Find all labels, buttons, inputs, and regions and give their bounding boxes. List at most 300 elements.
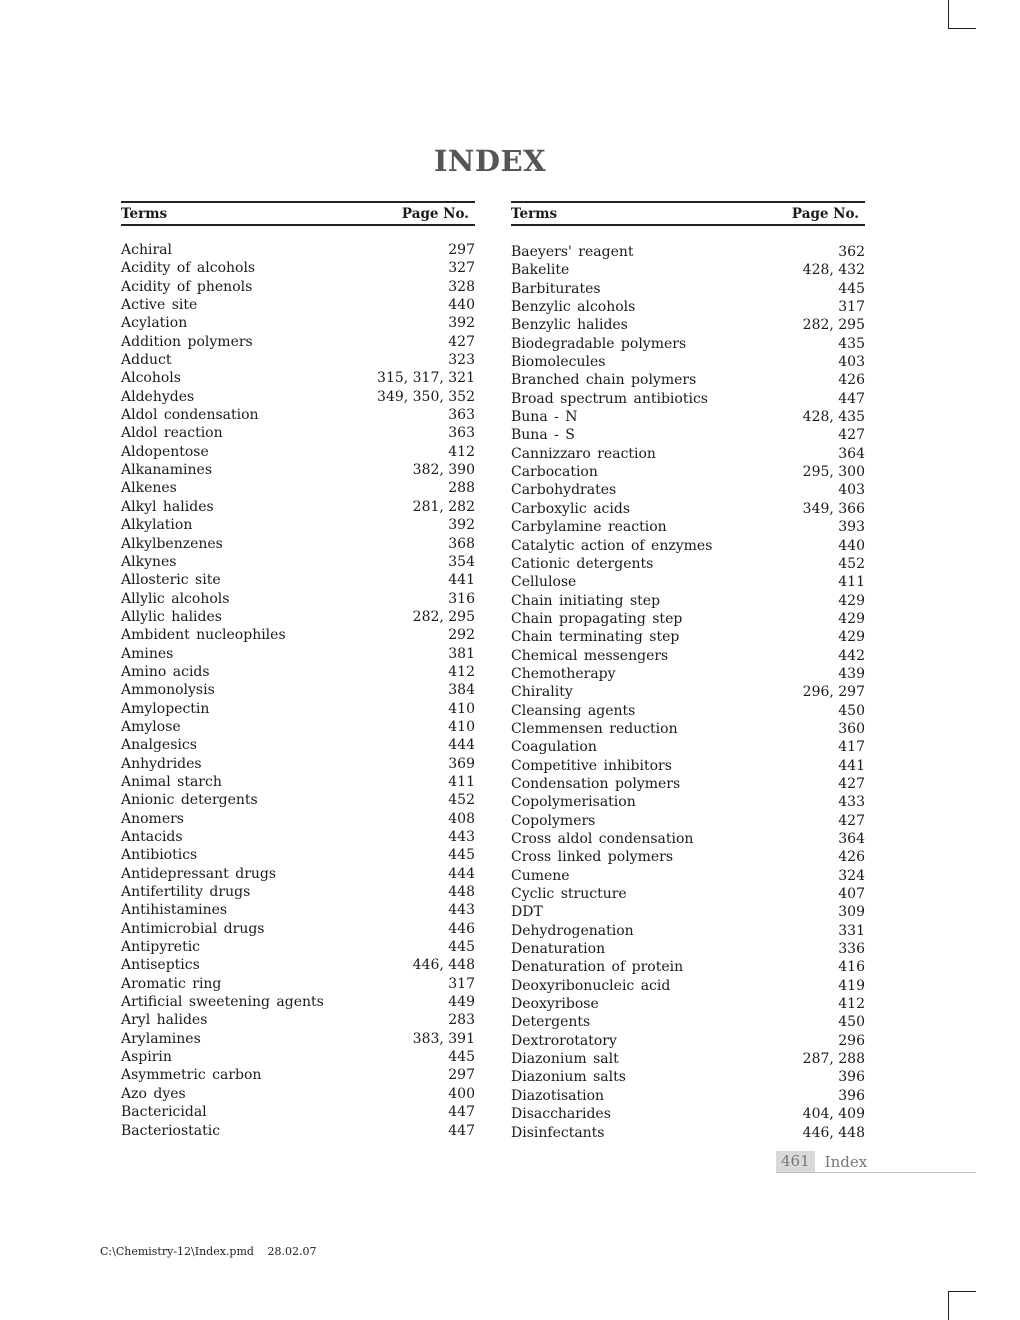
index-entry xyxy=(511,628,865,646)
index-term: Benzylic halides xyxy=(511,317,628,334)
footer-date: 28.02.07 xyxy=(267,1245,317,1258)
index-page-number: 427 xyxy=(448,333,475,350)
index-page-number: 439 xyxy=(838,665,865,682)
index-entry xyxy=(511,463,865,481)
index-page-number: 426 xyxy=(838,372,865,389)
index-term: Cleansing agents xyxy=(511,702,636,719)
index-page-number: 382, 390 xyxy=(412,462,475,479)
index-page-number: 445 xyxy=(448,1049,475,1066)
index-term: Diazotisation xyxy=(511,1087,605,1104)
index-term: Chain initiating step xyxy=(511,592,661,609)
index-page-number: 428, 432 xyxy=(802,262,865,279)
index-entry xyxy=(121,424,475,442)
index-page-number: 427 xyxy=(838,775,865,792)
index-term: Antidepressant drugs xyxy=(121,865,277,882)
index-term: Cross linked polymers xyxy=(511,849,674,866)
index-page-number: 323 xyxy=(448,352,475,369)
index-term: Artificial sweetening agents xyxy=(121,994,324,1011)
index-entry xyxy=(511,426,865,444)
index-entry xyxy=(121,791,475,809)
index-term: Copolymerisation xyxy=(511,794,636,811)
index-term: Antifertility drugs xyxy=(121,884,251,901)
index-page-number: 411 xyxy=(838,574,865,591)
index-entry xyxy=(511,573,865,591)
index-entry xyxy=(121,920,475,938)
index-page-number: 441 xyxy=(838,757,865,774)
index-term: Antibiotics xyxy=(121,847,198,864)
index-term: Animal starch xyxy=(121,773,222,790)
index-page-number: 296, 297 xyxy=(802,684,865,701)
index-page-number: 407 xyxy=(838,886,865,903)
index-entry xyxy=(511,995,865,1013)
index-entry xyxy=(511,390,865,408)
index-page-number: 392 xyxy=(448,517,475,534)
index-term: Diazonium salt xyxy=(511,1051,619,1068)
index-page-number: 411 xyxy=(448,773,475,790)
index-entry xyxy=(121,938,475,956)
index-page-number: 349, 350, 352 xyxy=(377,388,475,405)
index-term: Analgesics xyxy=(121,737,197,754)
index-entry xyxy=(511,316,865,334)
index-page-number: 396 xyxy=(838,1087,865,1104)
index-entry xyxy=(121,1085,475,1103)
index-page-number: 412 xyxy=(838,996,865,1013)
index-page-number: 381 xyxy=(448,645,475,662)
index-term: Alkylbenzenes xyxy=(121,535,223,552)
index-page-number: 408 xyxy=(448,810,475,827)
index-term: Coagulation xyxy=(511,739,597,756)
index-page-number: 435 xyxy=(838,335,865,352)
index-entry xyxy=(121,773,475,791)
index-page-number: 445 xyxy=(448,939,475,956)
index-page-number: 296 xyxy=(838,1032,865,1049)
index-term: Diazonium salts xyxy=(511,1069,626,1086)
index-term: Chemical messengers xyxy=(511,647,669,664)
column-header xyxy=(511,201,865,226)
index-term: Dextrorotatory xyxy=(511,1032,617,1049)
index-term: Aromatic ring xyxy=(121,975,222,992)
index-page-number: 444 xyxy=(448,737,475,754)
index-term: Competitive inhibitors xyxy=(511,757,672,774)
index-page-number: 452 xyxy=(448,792,475,809)
index-entry xyxy=(511,793,865,811)
index-entry xyxy=(511,1105,865,1123)
index-page-number: 441 xyxy=(448,572,475,589)
index-page-number: 328 xyxy=(448,278,475,295)
index-entry xyxy=(121,700,475,718)
index-page-number: 292 xyxy=(448,627,475,644)
index-page-number: 443 xyxy=(448,902,475,919)
index-page-number: 363 xyxy=(448,407,475,424)
index-entry xyxy=(511,683,865,701)
index-entries-right xyxy=(511,243,865,1142)
folio-page-number: 461 xyxy=(776,1151,815,1172)
index-entry xyxy=(511,940,865,958)
index-entry xyxy=(121,590,475,608)
index-entry xyxy=(511,958,865,976)
index-page-number: 316 xyxy=(448,590,475,607)
index-page-number: 283 xyxy=(448,1012,475,1029)
index-entry xyxy=(121,369,475,387)
index-term: Barbiturates xyxy=(511,280,601,297)
index-term: Deoxyribonucleic acid xyxy=(511,977,671,994)
index-term: Allylic alcohols xyxy=(121,590,230,607)
index-page-number: 368 xyxy=(448,535,475,552)
index-page-number: 449 xyxy=(448,994,475,1011)
index-page-number: 452 xyxy=(838,555,865,572)
index-page-number: 403 xyxy=(838,482,865,499)
index-page-number: 288 xyxy=(448,480,475,497)
index-entry xyxy=(121,645,475,663)
index-term: Dehydrogenation xyxy=(511,922,634,939)
index-entry xyxy=(511,977,865,995)
index-page-number: 331 xyxy=(838,922,865,939)
index-entry xyxy=(511,371,865,389)
index-page-number: 447 xyxy=(448,1122,475,1139)
index-page-number: 360 xyxy=(838,720,865,737)
index-page-number: 287, 288 xyxy=(802,1051,865,1068)
index-entry xyxy=(121,865,475,883)
index-term: Biomolecules xyxy=(511,354,606,371)
index-term: Cellulose xyxy=(511,574,577,591)
index-page-number: 363 xyxy=(448,425,475,442)
index-term: Amylose xyxy=(121,718,181,735)
index-term: Denaturation xyxy=(511,941,606,958)
index-page-number: 282, 295 xyxy=(802,317,865,334)
index-entry xyxy=(511,665,865,683)
index-entry xyxy=(511,903,865,921)
index-page-number: 393 xyxy=(838,519,865,536)
index-entry xyxy=(511,1124,865,1142)
index-page-number: 419 xyxy=(838,977,865,994)
index-term: Alkanamines xyxy=(121,462,213,479)
index-entry xyxy=(511,720,865,738)
index-term: Alkenes xyxy=(121,480,177,497)
index-page-number: 428, 435 xyxy=(802,409,865,426)
index-page-number: 282, 295 xyxy=(412,608,475,625)
index-entry xyxy=(121,406,475,424)
index-page-number: 295, 300 xyxy=(802,464,865,481)
index-page-number: 450 xyxy=(838,1014,865,1031)
index-term: Benzylic alcohols xyxy=(511,299,636,316)
index-term: Aryl halides xyxy=(121,1012,208,1029)
index-term: Aldol condensation xyxy=(121,407,259,424)
index-term: Anhydrides xyxy=(121,755,202,772)
index-entry xyxy=(121,479,475,497)
index-term: Condensation polymers xyxy=(511,775,681,792)
index-entry xyxy=(511,408,865,426)
index-entry xyxy=(511,280,865,298)
index-page-number: 403 xyxy=(838,354,865,371)
index-term: Carbylamine reaction xyxy=(511,519,667,536)
index-entry xyxy=(121,498,475,516)
index-entry xyxy=(511,812,865,830)
crop-mark-bottom-vertical xyxy=(948,1291,949,1320)
index-term: Disaccharides xyxy=(511,1106,611,1123)
index-term: Deoxyribose xyxy=(511,996,599,1013)
index-entry xyxy=(511,445,865,463)
index-page-number: 317 xyxy=(448,975,475,992)
index-page-number: 416 xyxy=(838,959,865,976)
folio xyxy=(776,1151,976,1172)
index-page-number: 383, 391 xyxy=(412,1030,475,1047)
index-term: Cross aldol condensation xyxy=(511,831,694,847)
index-term: DDT xyxy=(511,904,543,921)
index-term: Acidity of phenols xyxy=(121,278,253,295)
index-term: Azo dyes xyxy=(121,1085,186,1102)
index-term: Buna - N xyxy=(511,409,578,426)
page-title: INDEX xyxy=(433,144,547,178)
index-column-right xyxy=(511,201,865,1142)
index-term: Allylic halides xyxy=(121,608,222,625)
index-page-number: 384 xyxy=(448,682,475,699)
index-entry xyxy=(121,975,475,993)
terms-header: Terms xyxy=(121,205,168,222)
index-entry xyxy=(121,571,475,589)
index-page-number: 429 xyxy=(838,629,865,646)
index-term: Denaturation of protein xyxy=(511,959,684,976)
index-term: Arylamines xyxy=(121,1030,201,1047)
index-term: Catalytic action of enzymes xyxy=(511,537,713,554)
crop-mark-top-horizontal xyxy=(948,28,976,29)
terms-header: Terms xyxy=(511,205,558,222)
page-no-header: Page No. xyxy=(791,205,859,222)
index-term: Adduct xyxy=(121,352,172,369)
index-column-left xyxy=(121,201,475,1140)
index-page-number: 392 xyxy=(448,315,475,332)
page-no-header: Page No. xyxy=(401,205,469,222)
index-term: Detergents xyxy=(511,1014,591,1031)
index-page-number: 362 xyxy=(838,244,865,260)
index-page-number: 446 xyxy=(448,920,475,937)
index-term: Bakelite xyxy=(511,262,570,279)
index-entry xyxy=(511,1068,865,1086)
index-entry xyxy=(121,333,475,351)
file-footer xyxy=(100,1245,316,1258)
index-entry xyxy=(121,755,475,773)
index-entry xyxy=(511,261,865,279)
index-term: Alkylation xyxy=(121,517,193,534)
index-entry xyxy=(121,1066,475,1084)
index-term: Carbohydrates xyxy=(511,482,617,499)
index-entry xyxy=(121,1011,475,1029)
index-term: Active site xyxy=(121,297,198,314)
index-entry xyxy=(511,885,865,903)
index-term: Chain propagating step xyxy=(511,610,683,627)
index-term: Amino acids xyxy=(121,663,210,680)
index-term: Chemotherapy xyxy=(511,665,616,682)
index-entry xyxy=(121,883,475,901)
folio-rule xyxy=(776,1172,976,1173)
index-page-number: 354 xyxy=(448,553,475,570)
index-entry xyxy=(511,1087,865,1105)
crop-mark-top-vertical xyxy=(948,0,949,29)
index-term: Disinfectants xyxy=(511,1124,605,1141)
index-entry xyxy=(121,608,475,626)
index-entry xyxy=(121,388,475,406)
index-term: Cumene xyxy=(511,867,570,884)
column-header xyxy=(121,201,475,226)
index-page-number: 417 xyxy=(838,739,865,756)
index-term: Broad spectrum antibiotics xyxy=(511,390,708,407)
index-entry xyxy=(121,1122,475,1140)
index-entry xyxy=(511,1013,865,1031)
index-entry xyxy=(511,481,865,499)
index-term: Aldehydes xyxy=(121,388,195,405)
index-term: Bactericidal xyxy=(121,1104,207,1121)
index-page-number: 369 xyxy=(448,755,475,772)
index-entry xyxy=(121,461,475,479)
index-term: Alkyl halides xyxy=(121,498,214,515)
index-term: Aspirin xyxy=(121,1049,172,1066)
index-page-number: 445 xyxy=(448,847,475,864)
index-page-number: 364 xyxy=(838,445,865,462)
index-page-number: 433 xyxy=(838,794,865,811)
index-term: Branched chain polymers xyxy=(511,372,697,389)
index-entry xyxy=(121,1103,475,1121)
index-term: Acidity of alcohols xyxy=(121,260,256,277)
index-entry xyxy=(121,278,475,296)
footer-path: C:\Chemistry-12\Index.pmd xyxy=(100,1245,254,1258)
index-term: Biodegradable polymers xyxy=(511,335,687,352)
index-page-number: 443 xyxy=(448,829,475,845)
index-entry xyxy=(511,702,865,720)
index-page-number: 427 xyxy=(838,427,865,444)
index-page-number: 396 xyxy=(838,1069,865,1086)
index-entry xyxy=(121,443,475,461)
index-entry xyxy=(121,259,475,277)
index-entry xyxy=(121,828,475,846)
index-entry xyxy=(511,298,865,316)
index-page-number: 410 xyxy=(448,718,475,735)
index-page-number: 426 xyxy=(838,849,865,866)
index-page-number: 440 xyxy=(448,297,475,314)
index-term: Clemmensen reduction xyxy=(511,720,678,737)
index-term: Chirality xyxy=(511,684,573,701)
index-page-number: 327 xyxy=(448,260,475,277)
index-entry xyxy=(121,993,475,1011)
index-entry xyxy=(511,922,865,940)
index-term: Antihistamines xyxy=(121,902,228,919)
index-term: Cannizzaro reaction xyxy=(511,445,656,462)
index-page-number: 447 xyxy=(838,390,865,407)
index-page-number: 364 xyxy=(838,831,865,847)
index-term: Anomers xyxy=(121,810,184,827)
index-entry xyxy=(511,243,865,261)
index-page-number: 349, 366 xyxy=(802,500,865,517)
index-entry xyxy=(511,500,865,518)
index-term: Alcohols xyxy=(121,370,181,387)
index-entry xyxy=(121,663,475,681)
index-entry xyxy=(511,1050,865,1068)
index-page-number: 445 xyxy=(838,280,865,297)
index-entry xyxy=(121,718,475,736)
index-page-number: 444 xyxy=(448,865,475,882)
index-page-number: 297 xyxy=(448,1067,475,1084)
index-entry xyxy=(121,241,475,259)
index-entry xyxy=(121,956,475,974)
index-page-number: 446, 448 xyxy=(802,1124,865,1141)
index-entry xyxy=(511,592,865,610)
index-page-number: 317 xyxy=(838,299,865,316)
index-term: Aldopentose xyxy=(121,443,209,460)
index-term: Cyclic structure xyxy=(511,886,627,903)
index-page-number: 400 xyxy=(448,1085,475,1102)
index-entry xyxy=(511,830,865,848)
index-page-number: 429 xyxy=(838,592,865,609)
index-term: Allosteric site xyxy=(121,572,221,589)
index-page-number: 429 xyxy=(838,610,865,627)
index-page-number: 447 xyxy=(448,1104,475,1121)
index-entry xyxy=(511,335,865,353)
index-term: Carbocation xyxy=(511,464,598,481)
index-page-number: 412 xyxy=(448,443,475,460)
index-entry xyxy=(121,810,475,828)
index-entry xyxy=(511,867,865,885)
index-term: Antimicrobial drugs xyxy=(121,920,265,937)
index-term: Ambident nucleophiles xyxy=(121,627,286,644)
index-page-number: 442 xyxy=(838,647,865,664)
index-term: Antipyretic xyxy=(121,939,201,956)
index-page-number: 446, 448 xyxy=(412,957,475,974)
index-term: Asymmetric carbon xyxy=(121,1067,262,1084)
index-entry xyxy=(511,537,865,555)
index-entry xyxy=(121,535,475,553)
index-term: Ammonolysis xyxy=(121,682,215,699)
index-entry xyxy=(121,553,475,571)
index-term: Amylopectin xyxy=(121,700,210,717)
index-entry xyxy=(511,610,865,628)
index-page-number: 324 xyxy=(838,867,865,884)
index-page-number: 315, 317, 321 xyxy=(377,370,475,387)
index-term: Achiral xyxy=(121,242,172,258)
index-term: Bacteriostatic xyxy=(121,1122,221,1139)
index-term: Antiseptics xyxy=(121,957,200,974)
index-entry xyxy=(121,296,475,314)
index-entry xyxy=(121,681,475,699)
index-page-number: 412 xyxy=(448,663,475,680)
index-entry xyxy=(511,1032,865,1050)
crop-mark-bottom-horizontal xyxy=(948,1291,976,1292)
index-term: Chain terminating step xyxy=(511,629,680,646)
index-term: Antacids xyxy=(121,829,183,845)
index-entry xyxy=(511,757,865,775)
index-page-number: 410 xyxy=(448,700,475,717)
index-page-number: 440 xyxy=(838,537,865,554)
index-entry xyxy=(511,353,865,371)
folio-label: Index xyxy=(824,1152,868,1171)
index-page-number: 297 xyxy=(448,242,475,258)
index-entry xyxy=(121,351,475,369)
index-entry xyxy=(121,901,475,919)
index-entry xyxy=(511,848,865,866)
index-term: Carboxylic acids xyxy=(511,500,631,517)
index-term: Acylation xyxy=(121,315,188,332)
index-page-number: 427 xyxy=(838,812,865,829)
index-entry xyxy=(121,516,475,534)
index-term: Cationic detergents xyxy=(511,555,654,572)
index-term: Aldol reaction xyxy=(121,425,223,442)
index-entries-left xyxy=(121,241,475,1140)
index-entry xyxy=(511,647,865,665)
index-entry xyxy=(121,1048,475,1066)
index-term: Alkynes xyxy=(121,553,177,570)
index-term: Baeyers' reagent xyxy=(511,244,634,260)
index-entry xyxy=(511,738,865,756)
index-entry xyxy=(511,555,865,573)
index-page-number: 336 xyxy=(838,941,865,958)
index-entry xyxy=(511,518,865,536)
